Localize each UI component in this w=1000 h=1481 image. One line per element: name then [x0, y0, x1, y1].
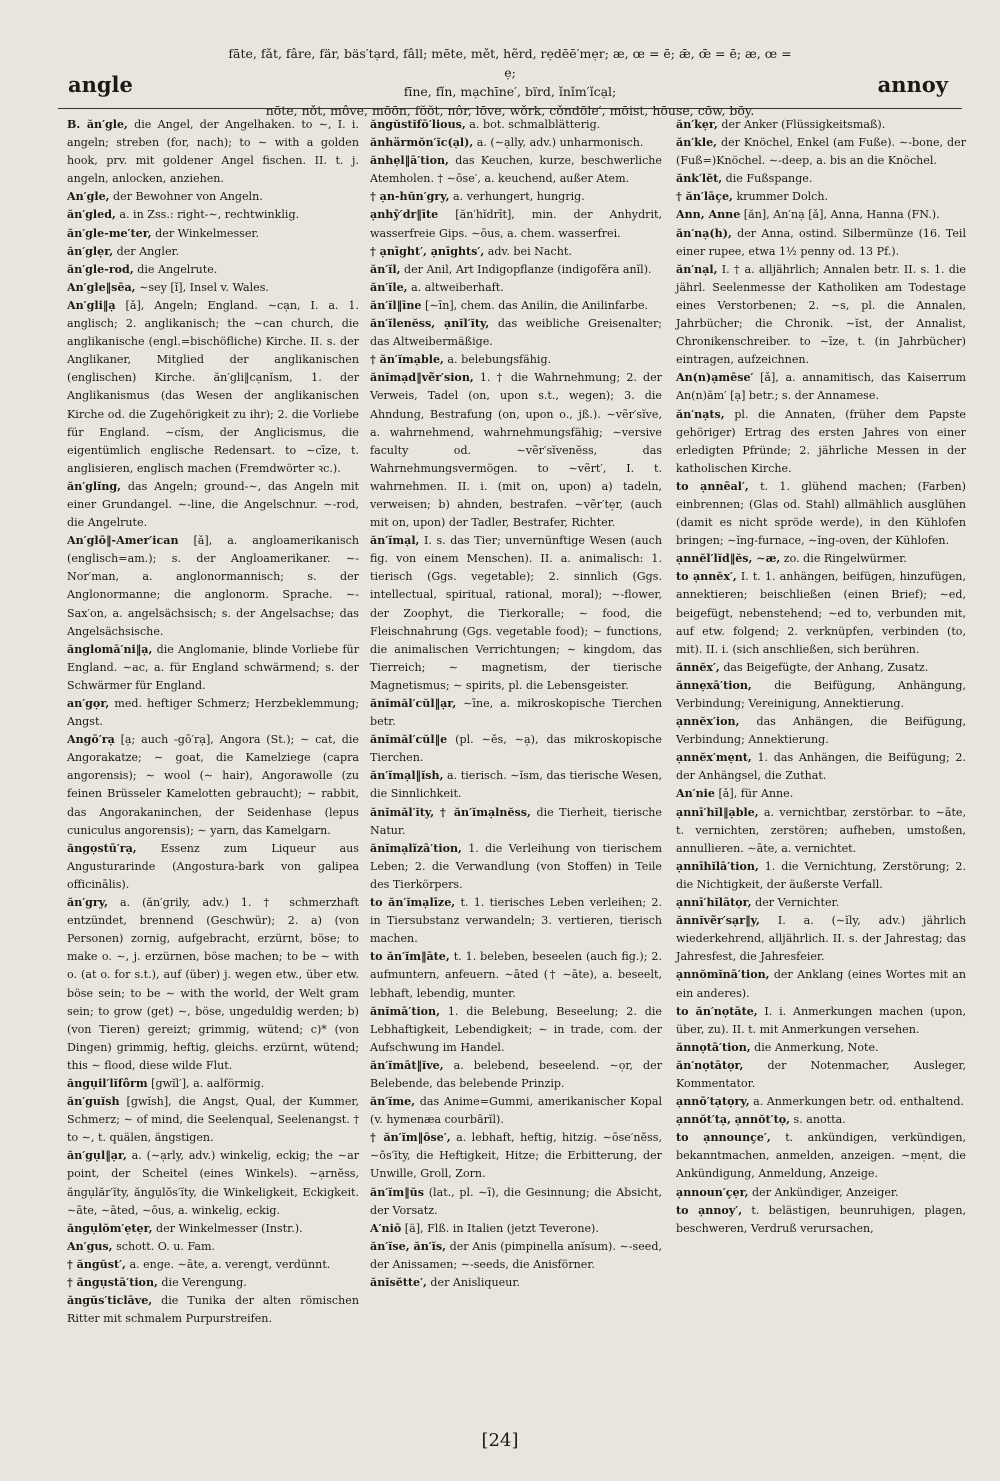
dictionary-entry — [676, 1129, 966, 1183]
entry-headword: Angō′rạ — [67, 733, 115, 747]
entry-headword: ăn′ĭm‖ŭs — [370, 1185, 424, 1199]
entry-headword: ạnhȳ′dr‖īte — [370, 208, 439, 222]
entry-headword: to ăn′nọtāte, — [676, 1004, 758, 1018]
entry-definition: die Angel, der Angelhaken. to ∼, I. i. angeln; streben (for, nach); to ∼ with a golden hook, prv. mit goldener Angel fischen. II. t. j. angeln, anlocken, anziehen. — [67, 118, 359, 186]
entry-definition: Essenz zum Liqueur aus Angusturarinde (Angostura-bark von galipea officinālis). — [67, 841, 359, 891]
entry-headword: † ăn′lāçe, — [676, 190, 733, 204]
entry-definition: (pl. ∼ĕs, ∼ạ), das mikroskopische Tierchen. — [370, 733, 662, 765]
column-3 — [676, 116, 966, 1238]
entry-headword: to ăn′ĭmạlīze, — [370, 896, 456, 910]
column-1 — [67, 116, 359, 1328]
dictionary-entry — [67, 1093, 359, 1147]
entry-definition: die Tierheit, tierische Natur. — [370, 805, 662, 837]
entry-headword: ạnnĕl′lĭd‖ĕs, ∼æ, — [676, 552, 781, 566]
entry-definition: med. heftiger Schmerz; Herzbeklemmung; Angst. — [67, 697, 359, 729]
entry-definition: [∼īn], chem. das Anilin, die Anilinfarbe. — [425, 298, 649, 312]
dictionary-entry — [370, 840, 662, 894]
entry-definition: der Winkelmesser (Instr.). — [156, 1221, 303, 1235]
dictionary-entry — [370, 804, 662, 840]
entry-headword: ăn′ĭle, — [370, 280, 408, 294]
dictionary-entry — [67, 297, 359, 478]
dictionary-entry — [67, 1075, 359, 1093]
entry-definition: a. (∼ạlly, adv.) unharmonisch. — [476, 136, 644, 150]
entry-definition: (lat., pl. ∼ī), die Gesinnung; die Absicht, der Vorsatz. — [370, 1185, 662, 1217]
entry-headword: ănhärmŏn′ĭc(ạl), — [370, 136, 474, 150]
entry-headword: ănglomā′ni‖ạ, — [67, 642, 153, 656]
entry-headword: ăn′kle, — [676, 136, 718, 150]
entry-headword: ăn′ĭme, — [370, 1095, 416, 1109]
pronunciation-key-line: nōte, nǒt, môve, mōōn, fŏŏt, nôr, lōve, wǒrk, cǒndōle′, mōist, hōuse, cōw, bōy. — [265, 103, 755, 118]
entry-headword: ănk′lĕt, — [676, 172, 723, 186]
dictionary-entry — [676, 713, 966, 749]
dictionary-entry — [676, 966, 966, 1002]
entry-definition: der Anker (Flüssigkeitsmaß). — [721, 118, 886, 131]
entry-definition: [ä], Flß. in Italien (jetzt Teverone). — [404, 1221, 599, 1235]
entry-headword: An′glō‖-Amer′ican — [67, 534, 179, 548]
dictionary-entry — [676, 912, 966, 966]
dictionary-entry — [676, 1111, 966, 1129]
entry-headword: ăn′ĭmāt‖ĭve, — [370, 1058, 444, 1072]
dictionary-entry — [370, 351, 662, 369]
entry-headword: ănĭmạd‖vẽr′sion, — [370, 371, 474, 385]
entry-headword: ăn′nạl, — [676, 262, 718, 276]
entry-headword: † ăn′ĭmạble, — [370, 353, 444, 367]
entry-headword: † ăn′ĭm‖ōse′, — [370, 1131, 451, 1145]
dictionary-entry — [676, 116, 966, 134]
dictionary-entry — [676, 1039, 966, 1057]
dictionary-entry — [676, 1057, 966, 1093]
entry-definition: die Verengung. — [161, 1276, 247, 1289]
dictionary-entry — [67, 206, 359, 224]
dictionary-entry — [676, 1003, 966, 1039]
entry-headword: ạnnī′hĭl‖ạble, — [676, 805, 759, 819]
pronunciation-key-line: fāte, fǎt, fâre, fär, bäs′tạrd, fâll; mēte, mět, hẽrd, rẹdēē′mẹr; æ, œ = ē; ǣ, œ̄ = ē; æ, œ = ẹ; — [228, 46, 792, 80]
dictionary-entry — [67, 894, 359, 1075]
entry-definition: a. bot. schmalblätterig. — [469, 118, 601, 131]
dictionary-entry — [370, 116, 662, 134]
entry-headword: ăngụlŏm′ẹtẹr, — [67, 1221, 153, 1235]
entry-definition: a. vernichtbar, zerstörbar. to ∼āte, t. vernichten, zerstören; aufheben, umstoßen, annullieren. ∼āte, a. vernichtet. — [676, 805, 967, 855]
dictionary-entry — [67, 243, 359, 261]
entry-definition: a. lebhaft, heftig, hitzig. ∼ōse′nĕss, ∼ŏs′ĭty, die Heftigkeit, Hitze; die Erbitterung, der Unwille, Groll, Zorn. — [370, 1131, 662, 1181]
dictionary-entry — [676, 804, 966, 858]
entry-definition: 1. die Vernichtung, Zerstörung; 2. die Nichtigkeit, der äußerste Verfall. — [676, 859, 966, 891]
entry-definition: die Fußspange. — [725, 172, 813, 186]
entry-definition: t. belästigen, beunruhigen, plagen, beschweren, Verdruß verursachen, — [676, 1203, 967, 1235]
dictionary-entry — [67, 840, 359, 894]
entry-definition: [ǎ], Angeln; England. ∼cạn, I. a. 1. anglisch; 2. anglikanisch; the ∼can church, die anglikanische (engl.=bischöfliche) Kirche. II. s. der Anglikaner, Mitglied der anglikanischen (englischen) Kirche. ăn′gli‖cạnĭsm, 1. der Anglikanismus (das Wesen der anglikanischen Kirche od. die Zugehörigkeit zu ihr); 2. die Vorliebe für England. ∼cĭsm, der Anglicismus, die eigentümlich englische Redensart. to ∼cīze, t. anglisieren, englisch machen (Fremdwörter ꝛc.). — [67, 298, 360, 475]
entry-definition: die Anglomanie, blinde Vorliebe für England. ∼ac, a. für England schwärmend; s. der Schwärmer für England. — [67, 642, 359, 692]
entry-headword: ăngŭs′ticlāve, — [67, 1294, 153, 1308]
dictionary-entry — [67, 1274, 359, 1292]
dictionary-entry — [67, 225, 359, 243]
entry-definition: t. 1. beleben, beseelen (auch fig.); 2. aufmuntern, anfeuern. ∼āted († ∼āte), a. beseelt, lebhaft, lebendig, munter. — [370, 950, 662, 1000]
entry-definition: schott. O. u. Fam. — [116, 1239, 216, 1253]
entry-definition: der Anisliqueur. — [430, 1276, 520, 1289]
entry-headword: ăn′kẹr, — [676, 118, 718, 131]
dictionary-entry — [370, 1184, 662, 1220]
entry-headword: ăn′ĭl‖īne — [370, 298, 422, 312]
dictionary-entry — [67, 1220, 359, 1238]
entry-headword: ăn′nạts, — [676, 407, 725, 421]
entry-definition: [ǎ], a. annamitisch, das Kaiserrum An(n)ăm′ [ạ] betr.; s. der Annamese. — [676, 371, 966, 403]
entry-headword: ăn′ĭmạl, — [370, 534, 420, 548]
entry-headword: ạnnoun′çẹr, — [676, 1185, 749, 1199]
entry-headword: † ạnīght′, ạnīghts′, — [370, 244, 485, 258]
entry-definition: I. i. Anmerkungen machen (upon, über, zu). II. t. mit Anmerkungen versehen. — [676, 1004, 966, 1036]
dictionary-entry — [67, 188, 359, 206]
dictionary-entry — [676, 894, 966, 912]
entry-headword: to ăn′ĭm‖āte, — [370, 950, 450, 964]
entry-headword: to ạnnoy′, — [676, 1203, 743, 1217]
entry-headword: An′gle‖sēa, — [67, 280, 136, 294]
dictionary-entry — [67, 261, 359, 279]
entry-definition: adv. bei Nacht. — [487, 244, 572, 258]
dictionary-entry — [370, 1274, 662, 1292]
entry-definition: das Keuchen, kurze, beschwerliche Atemholen. † ∼ōse′, a. keuchend, außer Atem. — [370, 154, 662, 186]
entry-definition: das Anhängen, die Beifügung, Verbindung; Annektierung. — [676, 715, 966, 747]
entry-headword: An′nie — [676, 787, 715, 801]
dictionary-entry — [676, 406, 966, 478]
entry-headword: ănĭmăl′cŭl‖ạr, — [370, 697, 457, 710]
entry-definition: I. t. 1. anhängen, beifügen, hinzufügen, annektieren; beischließen (einen Brief); ∼ed, beigefügt, nebenstehend; ∼ed to, verbunden mit, auf etw. folgend; 2. verknüpfen, verbinden (to, mit). II. i. (sich anschließen, sich berühren. — [676, 570, 966, 656]
dictionary-entry — [67, 1292, 359, 1328]
entry-headword: ăn′gụl‖ạr, — [67, 1149, 127, 1163]
entry-definition: I. a. (∼ĭly, adv.) jährlich wiederkehrend, alljährlich. II. s. der Jahrestag; das Jahresfest, die Jahresfeier. — [676, 914, 967, 964]
entry-definition: der Anis (pimpinella anĭsum). ∼-seed, der Anissamen; ∼-seeds, die Anisförner. — [370, 1239, 662, 1271]
dictionary-entry — [676, 550, 966, 568]
entry-headword: to ạnnounçe′, — [676, 1131, 771, 1145]
dictionary-entry — [676, 188, 966, 206]
entry-headword: † ăngụstā′tion, — [67, 1276, 158, 1289]
entry-definition: der Bewohner von Angeln. — [113, 190, 263, 204]
entry-headword: ạnnĕx′ion, — [676, 715, 740, 729]
entry-headword: ănnĭvẽr′sạr‖y, — [676, 914, 760, 928]
entry-definition: der Anil, Art Indigopflanze (indigofĕra anĭl). — [404, 262, 652, 276]
entry-headword: ạnnĕx′mẹnt, — [676, 751, 752, 765]
dictionary-entry — [370, 188, 662, 206]
entry-headword: ăn′gled, — [67, 208, 116, 222]
entry-definition: die Angelrute. — [137, 262, 218, 276]
dictionary-entry — [676, 1184, 966, 1202]
dictionary-entry — [370, 532, 662, 695]
running-head-left: angle — [68, 72, 133, 97]
entry-headword: ạnnŏmĭnā′tion, — [676, 968, 770, 982]
entry-headword: ăn′nạ(h), — [676, 226, 732, 240]
entry-definition: [gwĭl′], a. aalförmig. — [151, 1076, 265, 1090]
entry-definition: krummer Dolch. — [736, 190, 829, 204]
entry-definition: das Angeln; ground-∼, das Angeln mit einer Grundangel. ∼-line, die Angelschnur. ∼-rod, die Angelrute. — [67, 479, 359, 530]
entry-definition: a. tierisch. ∼ĭsm, das tierische Wesen, die Sinnlichkeit. — [370, 769, 662, 801]
dictionary-entry — [67, 532, 359, 641]
entry-headword: ạnnō′tạtọry, — [676, 1095, 750, 1109]
dictionary-entry — [370, 1220, 662, 1238]
dictionary-entry — [370, 206, 662, 242]
entry-headword: ănĭmā′tion, — [370, 1004, 440, 1018]
entry-definition: der Notenmacher, Ausleger, Kommentator. — [676, 1058, 966, 1090]
dictionary-entry — [67, 279, 359, 297]
dictionary-entry — [676, 1202, 966, 1238]
entry-headword: ăn′guĭsh — [67, 1095, 120, 1109]
dictionary-entry — [676, 659, 966, 677]
entry-definition: ∼sey [ǐ], Insel v. Wales. — [139, 280, 269, 294]
entry-headword: ăn′nọtātọr, — [676, 1058, 744, 1072]
dictionary-entry — [370, 1057, 662, 1093]
dictionary-entry — [370, 279, 662, 297]
dictionary-entry — [370, 134, 662, 152]
entry-headword: An′gli‖ạ — [67, 298, 116, 312]
entry-definition: t. ankündigen, verkündigen, bekanntmachen, anmelden, anzeigen. ∼mẹnt, die Ankündigung, Anmeldung, Anzeige. — [676, 1131, 966, 1181]
entry-definition: die Beifügung, Anhängung, Verbindung; Vereinigung, Annektierung. — [676, 678, 966, 710]
entry-headword: An′gus, — [67, 1239, 113, 1253]
entry-definition: der Knöchel, Enkel (am Fuße). ∼-bone, der (Fuß=)Knöchel. ∼-deep, a. bis an die Knöchel. — [676, 136, 966, 168]
dictionary-entry — [676, 478, 966, 550]
dictionary-entry — [676, 785, 966, 803]
dictionary-entry — [676, 568, 966, 658]
entry-headword: ăn′glĭng, — [67, 479, 122, 493]
entry-headword: ăngụil′lĭfôrm — [67, 1076, 148, 1090]
dictionary-entry — [370, 243, 662, 261]
dictionary-entry — [370, 948, 662, 1002]
dictionary-entry — [676, 225, 966, 261]
entry-definition: a. belebend, beseelend. ∼ọr, der Belebende, das belebende Prinzip. — [370, 1058, 662, 1090]
dictionary-entry — [67, 731, 359, 840]
entry-headword: An′gle, — [67, 190, 110, 204]
entry-definition: 1. die Belebung, Beseelung; 2. die Lebhaftigkeit, Lebendigkeit; ∼ in trade, com. der Aufschwung im Handel. — [370, 1004, 662, 1054]
entry-headword: to ạnnēal′, — [676, 479, 749, 493]
entry-headword: A′niō — [370, 1221, 402, 1235]
dictionary-entry — [67, 1256, 359, 1274]
entry-headword: ăngọstū′rạ, — [67, 841, 137, 855]
entry-definition: zo. die Ringelwürmer. — [783, 552, 907, 566]
entry-definition: [ăn′hĭdrīt], min. der Anhydrit, wasserfreie Gips. ∼ōus, a. chem. wasserfrei. — [370, 208, 663, 240]
dictionary-entry — [370, 1003, 662, 1057]
dictionary-entry — [370, 894, 662, 948]
entry-headword: An(n)ạmēse′ — [676, 371, 754, 385]
entry-headword: ănĭsĕtte′, — [370, 1276, 427, 1289]
entry-definition: I. † a. alljährlich; Annalen betr. II. s. 1. die jährl. Seelenmesse der Katholiken am Todestage eines Verstorbenen; 2. ∼s, pl. die Annalen, Jahrbücher; die Chronik. ∼ĭst, der Annalist, Chronikenschreiber. to ∼īze, t. (in Jahrbücher) eintragen, aufzeichnen. — [676, 262, 966, 367]
dictionary-entry — [676, 749, 966, 785]
dictionary-entry — [676, 206, 966, 224]
entry-headword: ănĭmạlĭzā′tion, — [370, 841, 462, 855]
entry-definition: t. 1. glühend machen; (Farben) einbrennen; (Glas od. Stahl) allmählich ausglühen (damit es nicht spröde werde), in den Kühlofen bringen; ∼ĭng-furnace, ∼ĭng-oven, der Kühlofen. — [676, 479, 966, 548]
dictionary-entry — [676, 1093, 966, 1111]
entry-definition: die Tunika der alten römischen Ritter mit schmalem Purpurstreifen. — [67, 1294, 359, 1326]
entry-headword: ăn′ĭse, ăn′ĭs, — [370, 1239, 447, 1253]
entry-headword: ạnnī′hĭlātọr, — [676, 896, 752, 910]
entry-definition: 1. das Anhängen, die Beifügung; 2. der Anhängsel, die Zuthat. — [676, 751, 966, 783]
entry-headword: ạnnīhĭlā′tion, — [676, 859, 759, 873]
dictionary-entry — [370, 731, 662, 767]
entry-definition: [ạ; auch -gō′rạ], Angora (St.); ∼ cat, die Angorakatze; ∼ goat, die Kamelziege (capra angorensis); ∼ wool (∼ hair), Angorawolle (zu feinen Brüsseler Kamelotten gebraucht); ∼ rabbit, das Angorakaninchen, der Seidenhase (lepus cuniculus angorensis); ∼ yarn, das Kamelgarn. — [67, 733, 359, 837]
entry-headword: ănĭmăl′cŭl‖e — [370, 733, 448, 747]
entry-definition: der Anna, ostind. Silbermünze (16. Teil einer rupee, etwa 1½ penny od. 13 Pf.). — [676, 226, 967, 258]
entry-definition: a. (ăn′grily, adv.) 1. † schmerzhaft entzündet, brennend (Geschwür); 2. a) (von Personen) zornig, aufgebracht, erzürnt, böse; to make o. ∼, j. erzürnen, böse machen; to be ∼ with o. (at o. for s.t.), auf (über) j. wegen etw., über etw. böse sein; to be ∼ with the world, der Welt gram sein; to grow (get) ∼, böse, ungeduldig werden; b) (von Tieren) gereizt; grimmig, wütend; c)* (von Dingen) grimmig, heftig, gleichs. erzürnt, wütend; this ∼ flood, diese wilde Flut. — [67, 896, 359, 1072]
entry-headword: ăn′ĭmạl‖ĭsh, — [370, 769, 444, 783]
entry-definition: pl. die Annaten, (früher dem Papste gehöriger) Ertrag des ersten Jahres von einer erledigten Pfründe; 2. jährliche Messen in der katholischen Kirche. — [676, 407, 966, 475]
entry-definition: der Anklang (eines Wortes mit an ein anderes). — [676, 968, 966, 1000]
dictionary-entry — [67, 695, 359, 731]
entry-definition: der Ankündiger, Anzeiger. — [752, 1185, 899, 1199]
entry-headword: † ăngŭst′, — [67, 1257, 126, 1271]
entry-headword: Ann, Anne — [676, 208, 741, 222]
entry-definition: ∼īne, a. mikroskopische Tierchen betr. — [370, 697, 662, 729]
entry-definition: 1. † die Wahrnehmung; 2. der Verweis, Tadel (on, upon s.t., wegen); 3. die Ahndung, Bestrafung (on, upon o., jß.). ∼vẽr′sĭve, a. wahrnehmend, wahrnehmungsfähig; ∼versive faculty od. ∼vẽr′sĭvenĕss, das Wahrnehmungsvermögen. to ∼vẽrt′, I. t. wahrnehmen. II. i. (mit on, upon) a) tadeln, verweisen; b) ahnden, bestrafen. ∼vẽr′tẹr, (auch mit on, upon) der Tadler, Bestrafer, Richter. — [370, 371, 662, 530]
page-number: [24] — [481, 1430, 519, 1451]
entry-definition: a. in Zss.: right-∼, rechtwinklig. — [119, 208, 300, 222]
entry-definition: t. 1. tierisches Leben verleihen; 2. in Tiersubstanz verwandeln; 3. vertieren, tierisch machen. — [370, 896, 662, 946]
dictionary-entry — [370, 767, 662, 803]
entry-headword: an′gọr, — [67, 697, 110, 710]
entry-definition: a. Anmerkungen betr. od. enthaltend. — [753, 1095, 965, 1109]
entry-definition: 1. die Verleihung von tierischem Leben; 2. die Verwandlung (von Stoffen) in Teile des Tierkörpers. — [370, 841, 662, 891]
entry-definition: das Anime=Gummi, amerikanischer Kopal (v. hymenæa courbārĭl). — [370, 1095, 663, 1127]
dictionary-entry — [67, 641, 359, 695]
dictionary-entry — [67, 478, 359, 532]
entry-headword: ăn′ĭlenĕss, ạnĭl′ĭty, — [370, 317, 490, 331]
dictionary-entry — [370, 152, 662, 188]
entry-definition: der Vernichter. — [755, 896, 840, 910]
entry-definition: das weibliche Greisenalter; das Altweibermäßige. — [370, 317, 663, 349]
entry-headword: ănĭmăl′ĭty, † ăn′ĭmạlnĕss, — [370, 805, 531, 819]
dictionary-entry — [370, 1238, 662, 1274]
dictionary-entry — [370, 297, 662, 315]
entry-headword: ăn′gry, — [67, 896, 109, 910]
entry-definition: I. s. das Tier; unvernünftige Wesen (auch fig. von einem Menschen). II. a. animalisch: 1. tierisch (Ggs. vegetable); 2. sinnlich (Ggs. intellectual, spiritual, rational, moral); ∼-flower, der Zoophyt, die Tierkoralle; ∼ food, die Fleischnahrung (Ggs. vegetable food); ∼ functions, die animalischen Verrichtungen; ∼ kingdom, das Tierreich; ∼ magnetism, der tierische Magnetismus; ∼ spirits, pl. die Lebensgeister. — [370, 534, 662, 692]
entry-headword: ăn′gle-rod, — [67, 262, 134, 276]
dictionary-entry — [676, 677, 966, 713]
entry-definition: s. anotta. — [793, 1113, 846, 1127]
dictionary-entry — [676, 134, 966, 170]
dictionary-entry — [67, 116, 359, 188]
entry-headword: ănhẹl‖ā′tion, — [370, 154, 449, 168]
dictionary-entry — [67, 1238, 359, 1256]
dictionary-entry — [676, 369, 966, 405]
entry-definition: [gwĭsh], die Angst, Qual, der Kummer, Schmerz; ∼ of mind, die Seelenqual, Seelenangst. † to ∼, t. quälen, ängstigen. — [67, 1095, 360, 1145]
entry-definition: [ăn], An′nạ [ǎ], Anna, Hanna (FN.). — [743, 208, 940, 222]
dictionary-entry — [370, 315, 662, 351]
entry-headword: ănnẹxā′tion, — [676, 678, 752, 692]
dictionary-entry — [370, 369, 662, 532]
entry-headword: ạnnŏt′tạ, ạnnŏt′tọ, — [676, 1113, 790, 1127]
column-2 — [370, 116, 662, 1292]
entry-headword: ăn′ĭl, — [370, 262, 401, 276]
entry-definition: [ǎ], für Anne. — [718, 787, 794, 801]
entry-headword: † ạn-hŭn′gry, — [370, 190, 450, 204]
header-rule — [58, 108, 962, 109]
entry-definition: der Winkelmesser. — [155, 226, 260, 240]
dictionary-entry — [370, 695, 662, 731]
entry-definition: a. altweiberhaft. — [411, 280, 504, 294]
entry-headword: ănnĕx′, — [676, 660, 720, 674]
dictionary-entry — [370, 1129, 662, 1183]
dictionary-entry — [676, 858, 966, 894]
entry-definition: a. (∼ạrly, adv.) winkelig, eckig; the ∼ar point, der Scheitel (eines Winkels). ∼ạrnĕss, ăngụlăr′ĭty, ăngụlŏs′ĭty, die Winkeligkeit, Eckigkeit. ∼āte, ∼āted, ∼ōus, a. winkelig, eckig. — [67, 1149, 360, 1217]
entry-definition: a. belebungsfähig. — [447, 353, 552, 367]
dictionary-entry — [370, 261, 662, 279]
entry-headword: ănnọtā′tion, — [676, 1040, 751, 1054]
entry-headword: ăn′gle-me′ter, — [67, 226, 152, 240]
entry-headword: ăn′glẹr, — [67, 244, 114, 258]
dictionary-entry — [676, 170, 966, 188]
entry-headword: to ạnnĕx′, — [676, 570, 737, 584]
dictionary-entry — [676, 261, 966, 370]
entry-definition: a. enge. ∼āte, a. verengt, verdünnt. — [129, 1257, 331, 1271]
entry-definition: das Beigefügte, der Anhang, Zusatz. — [723, 660, 929, 674]
pronunciation-key-line: fīne, fǐn, mạchīne′, bïrd, ǐnǐm′ǐcạl; — [403, 84, 617, 99]
dictionary-entry — [67, 1147, 359, 1219]
entry-definition: a. verhungert, hungrig. — [453, 190, 585, 204]
entry-definition: die Anmerkung, Note. — [754, 1040, 879, 1054]
entry-headword: B. ăn′gle, — [67, 118, 128, 131]
entry-definition: [ǎ], a. angloamerikanisch (englisch=am.); s. der Angloamerikaner. ∼-Nor′man, a. anglonormannisch; s. der Anglonormanne; die anglonorm. Sprache. ∼-Sax′on, a. angelsächsisch; s. der Angelsachse; das Angelsächsische. — [67, 534, 359, 638]
entry-definition: der Angler. — [116, 244, 180, 258]
dictionary-entry — [370, 1093, 662, 1129]
running-head-right: annoy — [877, 72, 948, 97]
entry-headword: ăngŭstĭfō′lious, — [370, 118, 466, 131]
